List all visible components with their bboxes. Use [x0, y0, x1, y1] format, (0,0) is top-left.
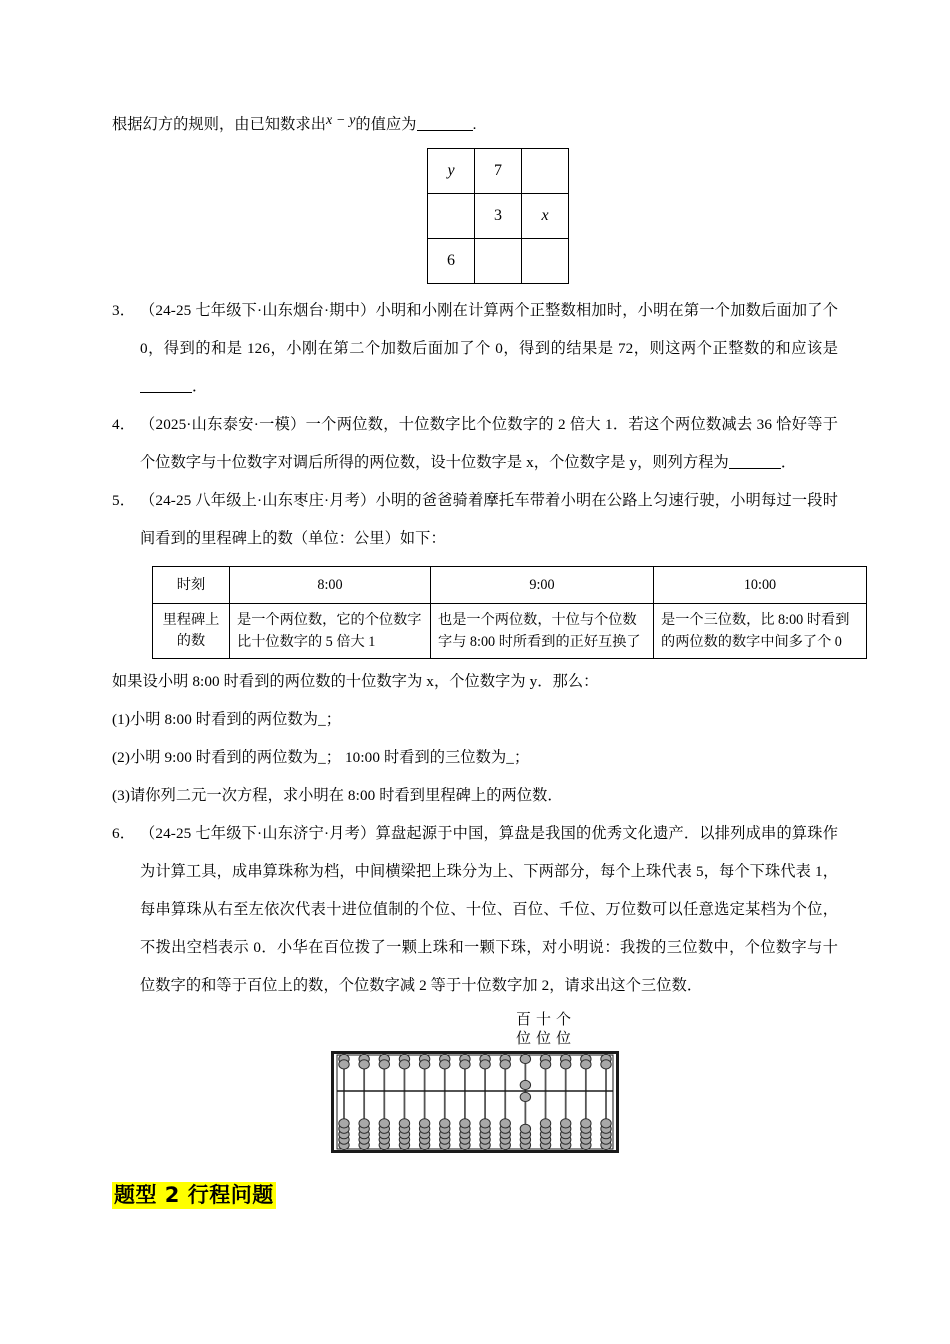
milestone-desc-2: 也是一个两位数，十位与个位数字与 8:00 时所看到的正好互换了	[431, 604, 654, 659]
abacus-place-labels-top: 百十个	[516, 1012, 577, 1028]
magic-cell-r1c1: y	[428, 149, 475, 194]
table-row	[153, 567, 867, 604]
lead-text-before: 根据幻方的规则，由已知数求出	[112, 116, 327, 133]
question-5-number: 5．	[112, 492, 135, 509]
milestone-table	[152, 566, 867, 659]
abacus-holder	[112, 1051, 838, 1153]
question-6-number: 6．	[112, 825, 135, 842]
table-row	[428, 194, 569, 239]
milestone-row-label-time: 时刻	[153, 567, 230, 604]
q5-item-1: (1)小明 8:00 时看到的两位数为_；	[112, 711, 342, 728]
question-6	[112, 815, 838, 1005]
magic-cell-r2c2: 3	[475, 194, 522, 239]
section-heading-text: 题型 2 行程问题	[114, 1183, 274, 1207]
magic-cell-r2c1	[428, 194, 475, 239]
milestone-time-1: 8:00	[230, 567, 431, 604]
magic-cell-r3c2	[475, 239, 522, 284]
table-row	[428, 239, 569, 284]
table-row	[428, 149, 569, 194]
milestone-desc-1: 是一个两位数，它的个位数字比十位数字的 5 倍大 1	[230, 604, 431, 659]
milestone-desc-3: 是一个三位数，比 8:00 时看到的两位数的数字中间多了个 0	[654, 604, 867, 659]
abacus-block	[112, 1011, 838, 1153]
answer-blank	[417, 117, 473, 131]
lead-expression: x − y	[326, 113, 356, 128]
question-6-text: 算盘起源于中国，算盘是我国的优秀文化遗产．以排列成串的算珠作为计算工具，成串算珠称为档，中间横梁把上珠分为上、下两部分，每个上珠代表 5，每个下珠代表 1，每串算珠从右至左依次代表十进位值制的个位、十位、百位、千位、万位数可以任意选定某档为个位，不拨出空档表示 0．小华在百位拨了一颗上珠和一颗下珠，对小明说：我拨的三位数中，个位数字与十位数字的和等于百位上的数，个位数字减 2 等于十位数字加 2，请求出这个三位数．	[140, 825, 838, 994]
answer-blank	[729, 455, 781, 469]
milestone-row-label-number: 里程碑上的数	[153, 604, 230, 659]
lead-period: .	[472, 116, 477, 133]
magic-square	[427, 148, 569, 284]
q5-item-3: (3)请你列二元一次方程，求小明在 8:00 时看到里程碑上的两位数．	[112, 787, 563, 804]
question-4	[112, 406, 838, 482]
question-5-text: 小明的爸爸骑着摩托车带着小明在公路上匀速行驶，小明每过一段时间看到的里程碑上的数（单位：公里）如下：	[140, 492, 838, 547]
question-5	[112, 482, 838, 558]
table-row	[153, 604, 867, 659]
milestone-table-wrapper	[152, 566, 850, 659]
question-3-text: 小明和小刚在计算两个正整数相加时，小明在第一个加数后面加了个 0，得到的和是 126，小刚在第二个加数后面加了个 0，得到的结果是 72，则这两个正整数的和应该是	[140, 302, 838, 357]
abacus-figure	[331, 1051, 619, 1153]
q5-intro: 如果设小明 8:00 时看到的两位数的十位数字为 x，个位数字为 y．那么：	[112, 673, 599, 690]
document-content	[112, 104, 850, 1209]
question-5-source: （24-25 八年级上·山东枣庄·月考）	[140, 492, 376, 509]
abacus-place-labels	[516, 1011, 606, 1049]
answer-blank	[140, 379, 192, 393]
question-4-source: （2025·山东泰安·一模）	[140, 416, 306, 433]
magic-cell-r3c1: 6	[428, 239, 475, 284]
question-4-number: 4．	[112, 416, 135, 433]
abacus-place-labels-bottom: 位位位	[516, 1031, 577, 1047]
question-4-text: 一个两位数，十位数字比个位数字的 2 倍大 1．若这个两位数减去 36 恰好等于个位数字与十位数字对调后所得的两位数，设十位数字是 x，个位数字是 y，则列方程为	[140, 416, 839, 471]
question-3-tail: ．	[192, 378, 208, 395]
question-3-source: （24-25 七年级下·山东烟台·期中）	[140, 302, 376, 319]
magic-cell-r2c3: x	[522, 194, 569, 239]
milestone-time-3: 10:00	[654, 567, 867, 604]
question-3	[112, 292, 838, 406]
lead-paragraph	[112, 104, 838, 142]
magic-cell-r3c3	[522, 239, 569, 284]
question-3-number: 3．	[112, 302, 135, 319]
lead-text-after: 的值应为	[355, 116, 417, 133]
q5-item-2: (2)小明 9:00 时看到的两位数为_； 10:00 时看到的三位数为_；	[112, 749, 530, 766]
question-4-tail: ．	[780, 454, 797, 471]
question-6-source: （24-25 七年级下·山东济宁·月考）	[140, 825, 376, 842]
milestone-time-2: 9:00	[431, 567, 654, 604]
magic-square-wrapper	[112, 148, 838, 284]
section-heading	[112, 1179, 838, 1209]
magic-cell-r1c2: 7	[475, 149, 522, 194]
magic-cell-r1c3	[522, 149, 569, 194]
